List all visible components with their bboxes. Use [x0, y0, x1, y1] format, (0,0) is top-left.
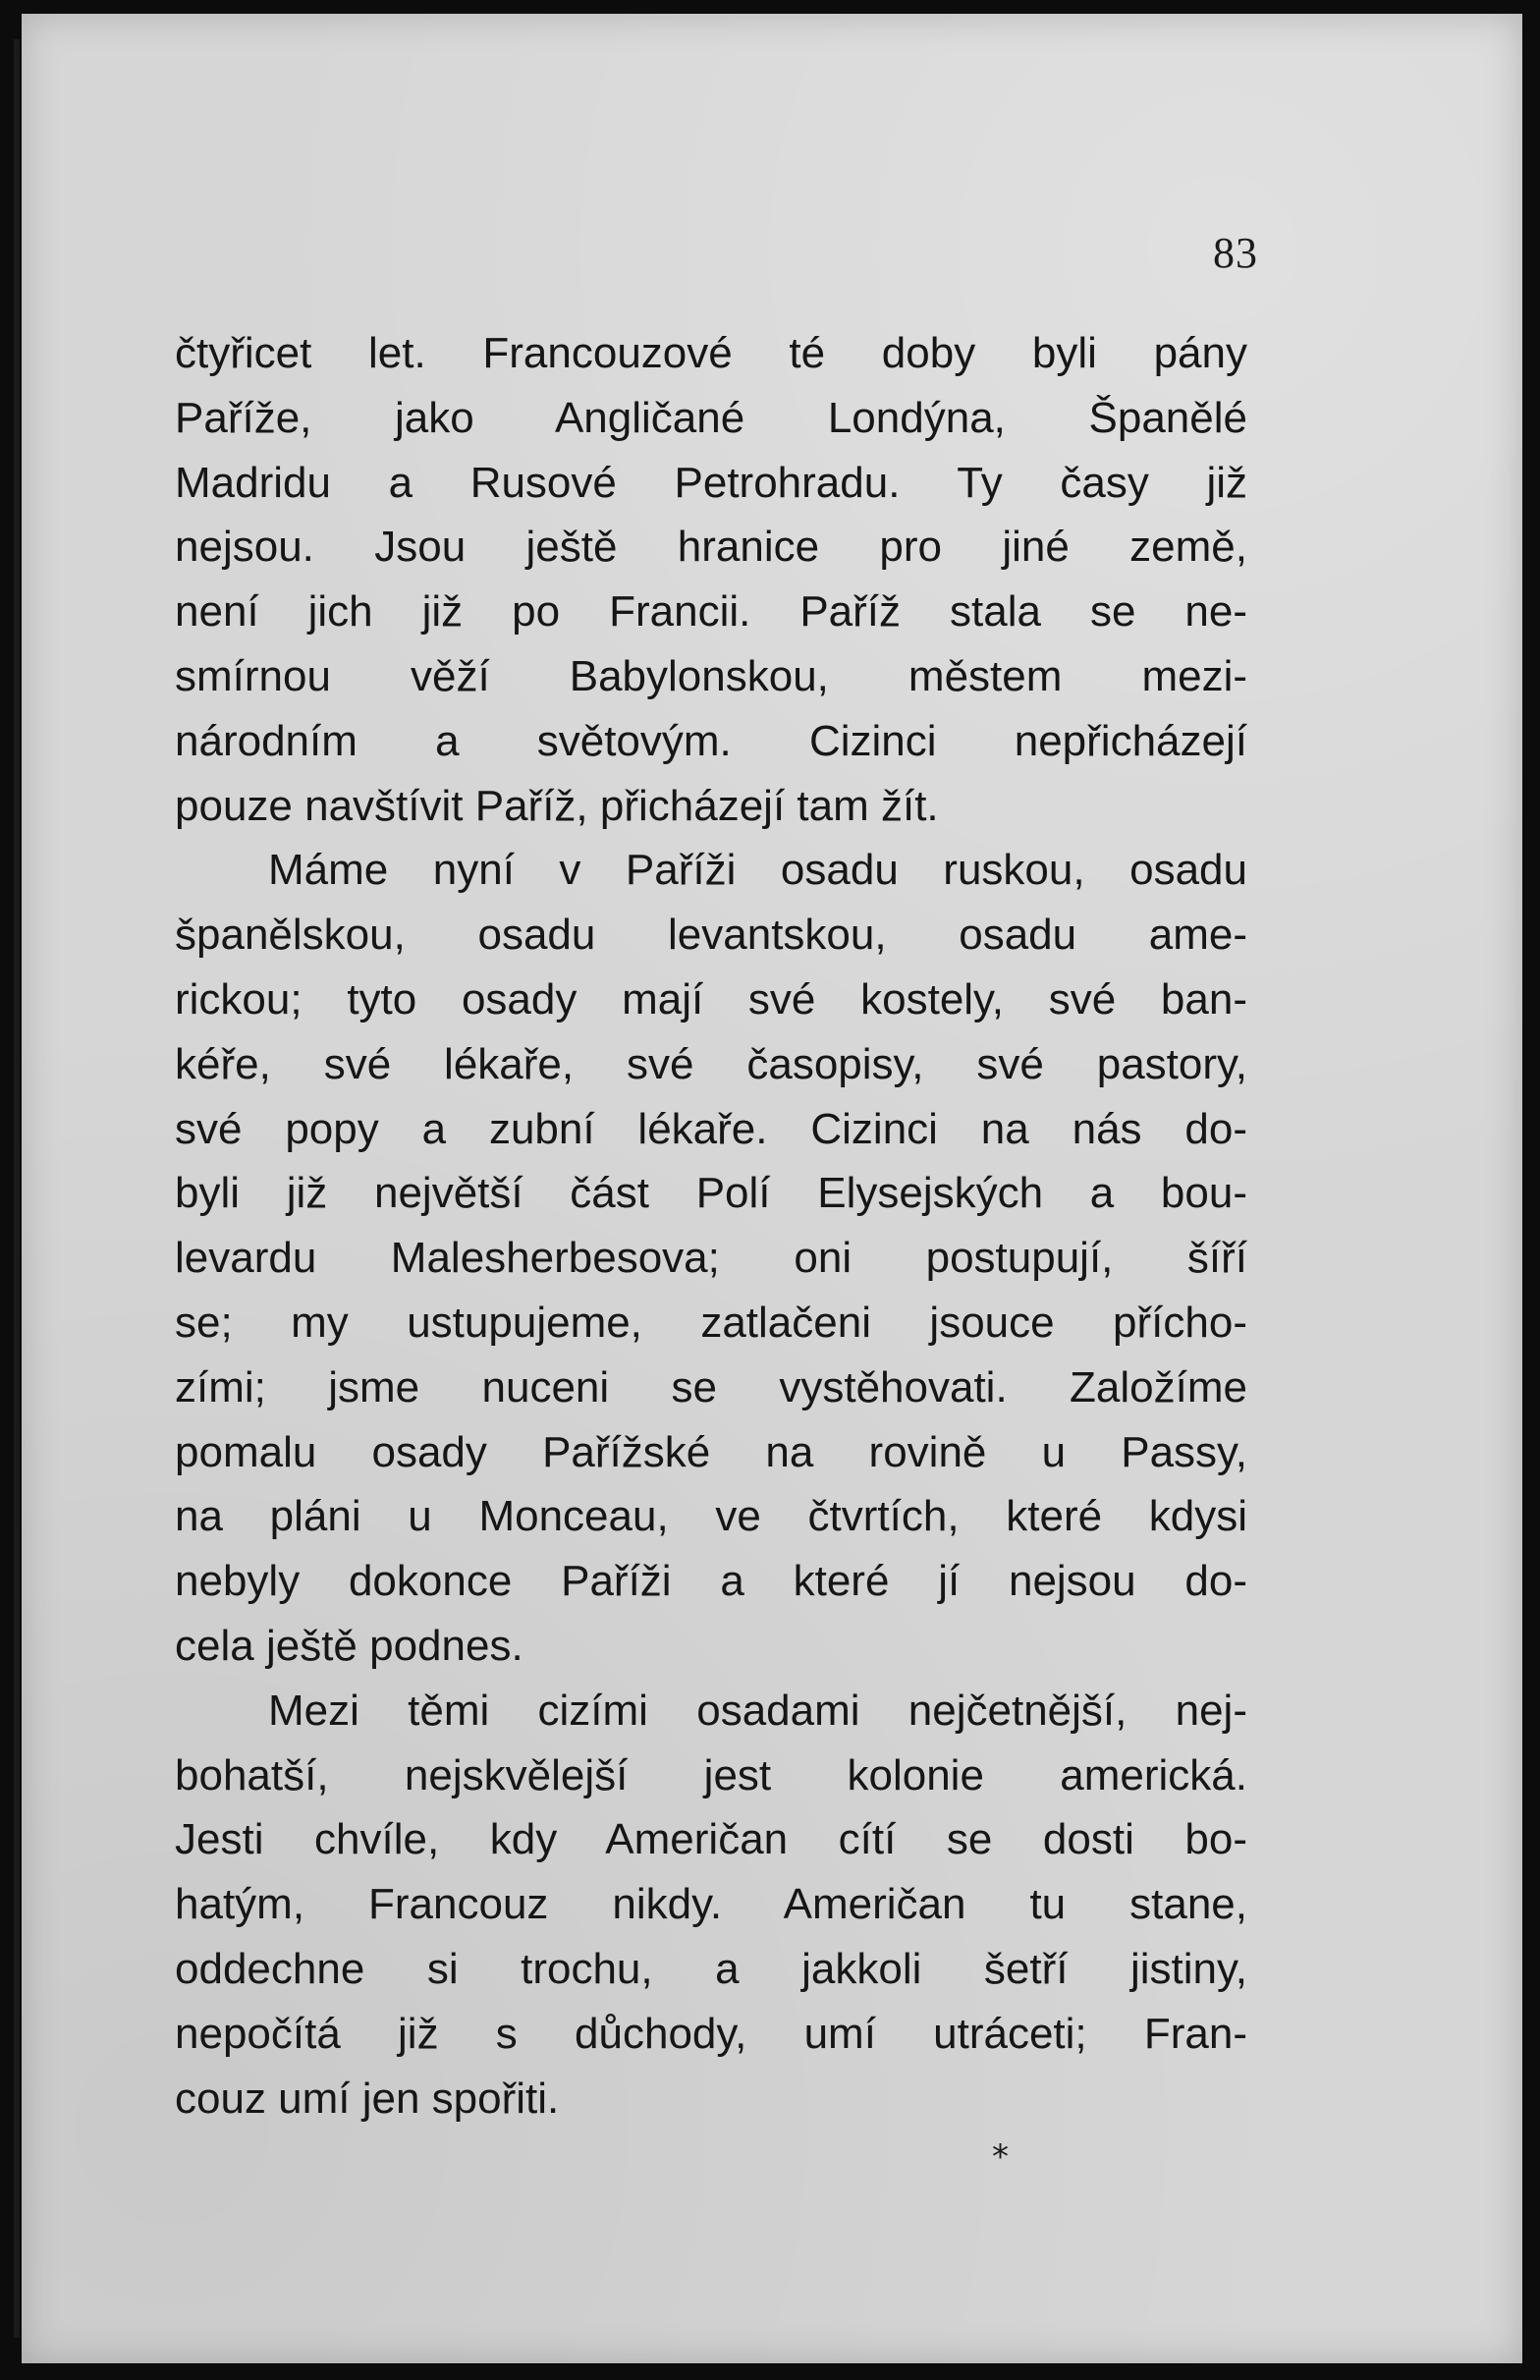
text-line: kéře, své lékaře, své časopisy, své pastory, [175, 1039, 1247, 1088]
text-line: Paříže, jako Angličané Londýna, Španělé [175, 393, 1247, 442]
section-ornament: * [992, 2137, 1009, 2177]
text-line: národním a světovým. Cizinci nepřicházejí [175, 716, 1247, 765]
text-line: Mezi těmi cizími osadami nejčetnější, nej- [268, 1686, 1247, 1735]
text-line: oddechne si trochu, a jakkoli šetří jistiny, [175, 1944, 1247, 1993]
text-line: Máme nyní v Paříži osadu ruskou, osadu [268, 846, 1247, 895]
text-line: se; my ustupujeme, zatlačeni jsouce přícho- [175, 1298, 1247, 1347]
page-left-edge [14, 39, 20, 2338]
text-line: Madridu a Rusové Petrohradu. Ty časy již [175, 458, 1247, 507]
text-line: smírnou věží Babylonskou, městem mezi- [175, 651, 1247, 700]
text-line: nepočítá již s důchody, umí utráceti; Fran- [175, 2009, 1247, 2058]
text-line: španělskou, osadu levantskou, osadu ame- [175, 911, 1247, 960]
text-line: své popy a zubní lékaře. Cizinci na nás do- [175, 1104, 1247, 1153]
text-line: nebyly dokonce Paříži a které jí nejsou do- [175, 1557, 1247, 1606]
body-text [175, 321, 1247, 2131]
text-line: zími; jsme nuceni se vystěhovati. Založíme [175, 1362, 1247, 1411]
text-line: není jich již po Francii. Paříž stala se ne- [175, 587, 1247, 637]
text-line: pomalu osady Pařížské na rovině u Passy, [175, 1427, 1247, 1476]
text-line: hatým, Francouz nikdy. Američan tu stane, [175, 1880, 1247, 1929]
text-line: rickou; tyto osady mají své kostely, své ban- [175, 974, 1247, 1024]
page-number: 83 [1213, 229, 1258, 277]
text-line: nejsou. Jsou ještě hranice pro jiné země, [175, 523, 1247, 572]
text-line: bohatší, nejskvělejší jest kolonie americká. [175, 1750, 1247, 1799]
text-line: byli již největší část Polí Elysejských a bou- [175, 1169, 1247, 1218]
text-line: cela ještě podnes. [175, 1621, 523, 1670]
text-line: couz umí jen spořiti. [175, 2074, 560, 2123]
text-line: čtyřicet let. Francouzové té doby byli pány [175, 329, 1247, 377]
text-line: levardu Malesherbesova; oni postupují, šíří [175, 1234, 1247, 1283]
text-line: pouze navštívit Paříž, přicházejí tam žít. [175, 781, 939, 830]
text-line: na pláni u Monceau, ve čtvrtích, které kdysi [175, 1492, 1247, 1541]
text-line: Jesti chvíle, kdy Američan cítí se dosti bo- [175, 1815, 1247, 1864]
